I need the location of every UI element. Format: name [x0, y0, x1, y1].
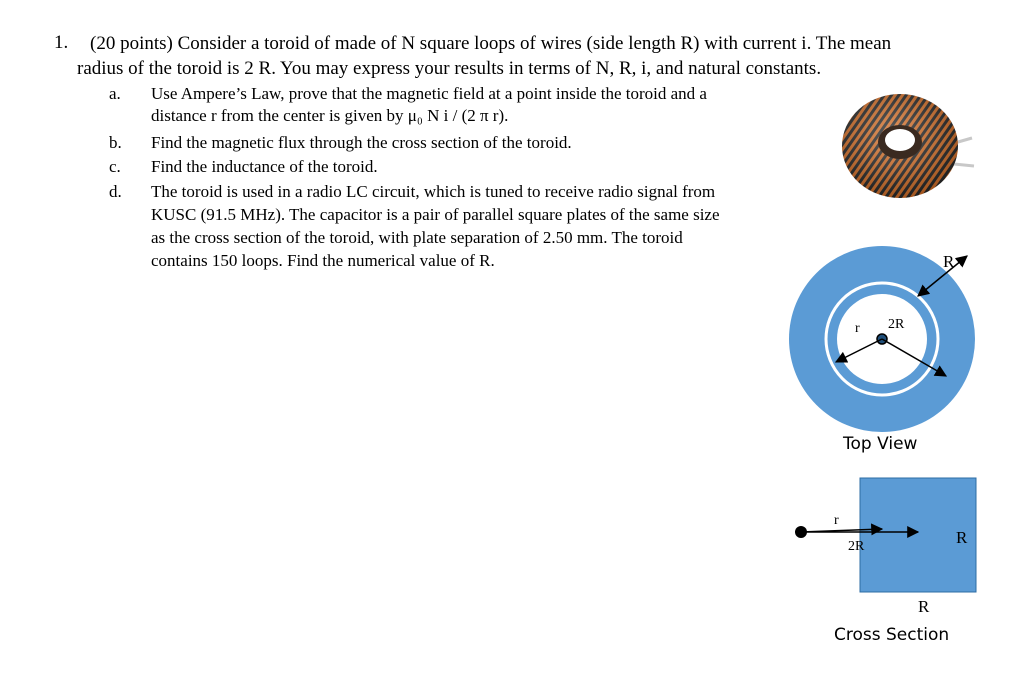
part-d-line-3: as the cross section of the toroid, with plate separation of 2.50 mm. The toroid: [151, 228, 683, 247]
part-a-line-2: distance r from the center is given by μ₀ N i / (2 π r).: [151, 106, 509, 125]
part-a-line-1: Use Ampere’s Law, prove that the magnetic field at a point inside the toroid and a: [151, 84, 707, 103]
part-a-label: a.: [109, 84, 121, 103]
cross-label-R-side: R: [956, 528, 968, 547]
cross-label-2R: 2R: [848, 539, 865, 554]
part-d-line-1: The toroid is used in a radio LC circuit, which is tuned to receive radio signal from: [151, 182, 716, 201]
question-intro-line-1: (20 points) Consider a toroid of made of N square loops of wires (side length R) with current i. The mean: [90, 33, 892, 54]
top-view-diagram: [780, 236, 980, 436]
top-view-label-r: r: [855, 321, 860, 336]
part-c-line-1: Find the inductance of the toroid.: [151, 157, 378, 176]
top-view-caption: Top View: [843, 434, 918, 454]
cross-label-r: r: [834, 513, 839, 528]
toroid-photo: [838, 80, 978, 205]
cross-label-R-bottom: R: [918, 597, 930, 616]
part-c-label: c.: [109, 157, 121, 176]
question-intro-line-2: radius of the toroid is 2 R. You may express your results in terms of N, R, i, and natural constants.: [77, 58, 822, 79]
cross-section-caption: Cross Section: [834, 625, 950, 645]
part-b-label: b.: [109, 133, 122, 152]
question-number: 1.: [54, 32, 69, 53]
top-view-label-2R: 2R: [888, 317, 905, 332]
part-d-line-4: contains 150 loops. Find the numerical value of R.: [151, 251, 495, 270]
part-b-line-1: Find the magnetic flux through the cross section of the toroid.: [151, 133, 572, 152]
cross-section-diagram: [790, 472, 990, 622]
part-d-line-2: KUSC (91.5 MHz). The capacitor is a pair of parallel square plates of the same size: [151, 205, 720, 224]
top-view-label-R: R: [943, 252, 955, 271]
part-d-label: d.: [109, 182, 122, 201]
